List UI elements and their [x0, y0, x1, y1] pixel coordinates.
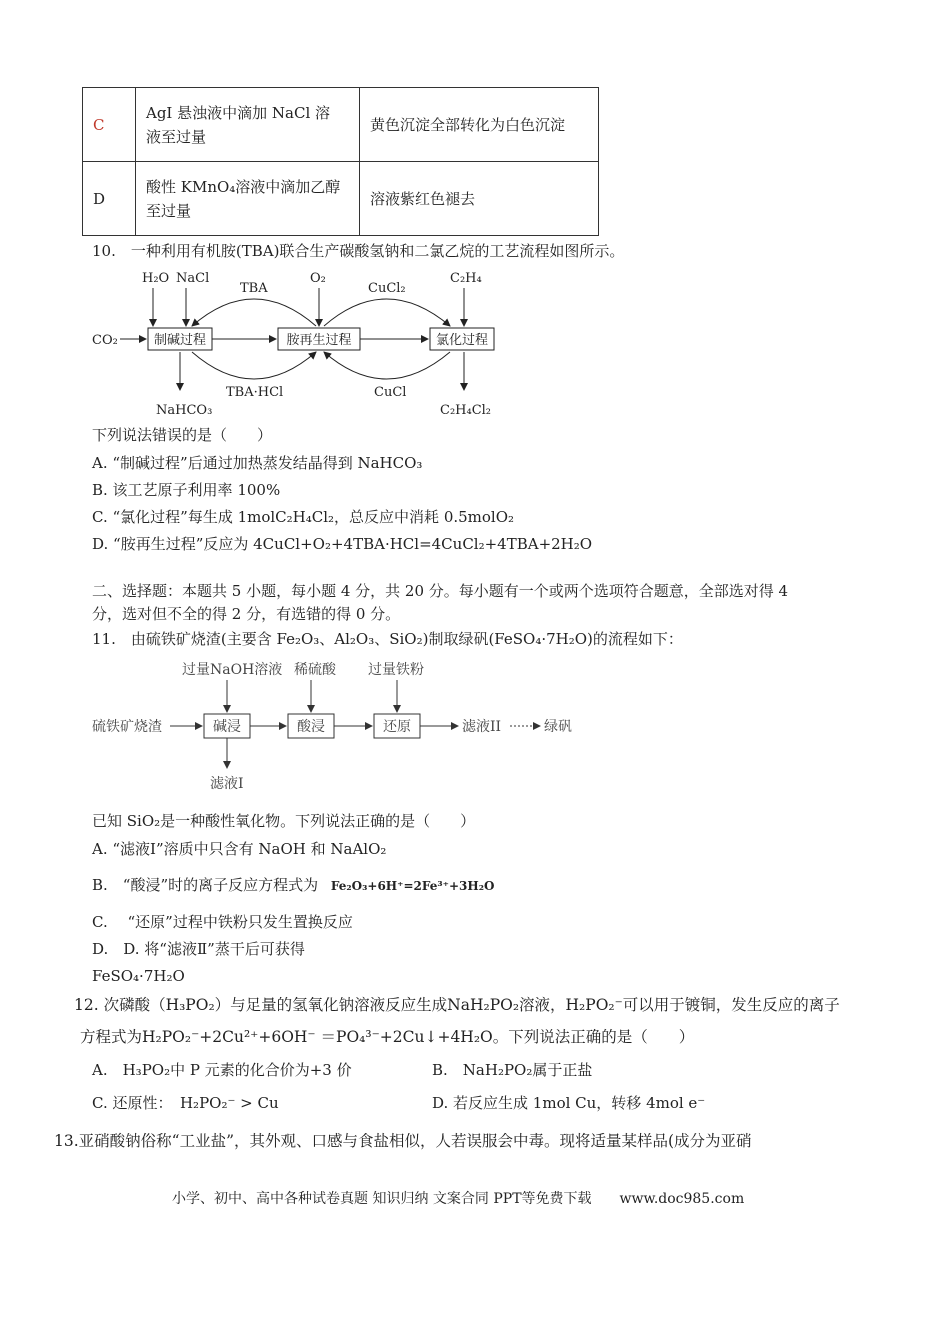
- q11-option-b: B. “酸浸”时的离子反应方程式为 Fe₂O₃+6H⁺=2Fe³⁺+3H₂O: [92, 876, 495, 894]
- q11-option-c: C. “还原”过程中铁粉只发生置换反应: [92, 913, 353, 931]
- box-amine-label: 胺再生过程: [286, 333, 352, 348]
- q10-prompt: 下列说法错误的是（ ）: [92, 426, 273, 444]
- label-o2: O₂: [310, 271, 326, 286]
- q12-option-a: A. H₃PO₂中 P 元素的化合价为+3 价: [92, 1061, 352, 1079]
- label-nacl: NaCl: [176, 271, 210, 286]
- row-label: D: [83, 162, 136, 236]
- row-label: C: [83, 88, 136, 162]
- q11-option-b-equation: Fe₂O₃+6H⁺=2Fe³⁺+3H₂O: [330, 879, 495, 893]
- q10-option-b: B. 该工艺原子利用率 100%: [92, 481, 281, 499]
- page-footer: 小学、初中、高中各种试卷真题 知识归纳 文案合同 PPT等免费下载 www.doc985.com: [172, 1191, 745, 1207]
- box-chlor-label: 氯化过程: [435, 333, 489, 348]
- q11-option-a: A. “滤液Ⅰ”溶质中只含有 NaOH 和 NaAlO₂: [92, 840, 387, 858]
- label-product: 绿矾: [544, 719, 572, 735]
- label-cucl2: CuCl₂: [368, 281, 406, 296]
- label-reagent-h2so4: 稀硫酸: [294, 662, 336, 678]
- label-start-material: 硫铁矿烧渣: [92, 719, 162, 735]
- q11-option-d: D. D. 将“滤液Ⅱ”蒸干后可获得: [92, 940, 305, 958]
- row-result: 溶液紫红色褪去: [360, 162, 599, 236]
- q11-stem: 11. 由硫铁矿烧渣(主要含 Fe₂O₃、Al₂O₃、SiO₂)制取绿矾(FeSO₄·7H₂O)的流程如下：: [92, 630, 683, 648]
- label-filtrate-2: 滤液II: [462, 719, 502, 735]
- label-co2: CO₂: [92, 333, 118, 348]
- label-reagent-naoh: 过量NaOH溶液: [182, 662, 283, 678]
- label-c2h4cl2: C₂H₄Cl₂: [440, 403, 492, 418]
- label-tba-hcl: TBA·HCl: [226, 385, 284, 400]
- q10-stem: 10. 一种利用有机胺(TBA)联合生产碳酸氢钠和二氯乙烷的工艺流程如图所示。: [92, 242, 625, 260]
- label-reagent-fe: 过量铁粉: [368, 662, 424, 678]
- q12-line1: 12. 次磷酸（H₃PO₂）与足量的氢氧化钠溶液反应生成NaH₂PO₂溶液，H₂PO₂⁻可以用于镀铜，发生反应的离子: [74, 996, 840, 1014]
- table-row: [83, 88, 599, 162]
- label-cucl: CuCl: [374, 385, 407, 400]
- row-result: 黄色沉淀全部转化为白色沉淀: [360, 88, 599, 162]
- section-header-line2: 分，选对但不全的得 2 分，有选错的得 0 分。: [92, 605, 401, 623]
- box-reduction-label: 还原: [383, 719, 411, 735]
- q13-line1: 13.亚硝酸钠俗称“工业盐”，其外观、口感与食盐相似，人若误服会中毒。现将适量某样品(成分为亚硝: [54, 1132, 752, 1150]
- q12-option-b: B. NaH₂PO₂属于正盐: [432, 1061, 593, 1079]
- section-header-line1: 二、选择题：本题共 5 小题，每小题 4 分，共 20 分。每小题有一个或两个选项符合题意，全部选对得 4: [92, 582, 789, 600]
- q10-option-a: A. “制碱过程”后通过加热蒸发结晶得到 NaHCO₃: [92, 454, 423, 472]
- q10-flow-diagram: [88, 262, 528, 422]
- label-filtrate-1: 滤液I: [210, 776, 244, 792]
- q12-option-c: C. 还原性： H₂PO₂⁻ > Cu: [92, 1094, 279, 1112]
- q11-flow-diagram: [88, 656, 608, 796]
- row-operation: AgI 悬浊液中滴加 NaCl 溶 液至过量: [136, 88, 360, 162]
- table-row: [83, 162, 599, 236]
- box-acid-leach-label: 酸浸: [297, 719, 325, 735]
- label-tba: TBA: [240, 281, 268, 296]
- q11-note: 已知 SiO₂是一种酸性氧化物。下列说法正确的是（ ）: [92, 812, 476, 830]
- row-operation: 酸性 KMnO₄溶液中滴加乙醇 至过量: [136, 162, 360, 236]
- q12-option-d: D. 若反应生成 1mol Cu，转移 4mol e⁻: [432, 1094, 706, 1112]
- label-nahco3: NaHCO₃: [156, 403, 213, 418]
- q12-line2: 方程式为H₂PO₂⁻+2Cu²⁺+6OH⁻ ＝PO₄³⁻+2Cu↓+4H₂O。下列说法正确的是（ ）: [80, 1028, 695, 1046]
- label-h2o: H₂O: [142, 271, 170, 286]
- q10-option-c: C. “氯化过程”每生成 1molC₂H₄Cl₂，总反应中消耗 0.5molO₂: [92, 508, 515, 526]
- q10-option-d: D. “胺再生过程”反应为 4CuCl+O₂+4TBA·HCl=4CuCl₂+4TBA+2H₂O: [92, 535, 593, 553]
- box-alkali-label: 制碱过程: [153, 333, 207, 348]
- options-table: [82, 87, 599, 236]
- q11-option-d-cont: FeSO₄·7H₂O: [92, 967, 185, 985]
- label-c2h4: C₂H₄: [450, 271, 482, 286]
- box-alkali-leach-label: 碱浸: [213, 719, 241, 735]
